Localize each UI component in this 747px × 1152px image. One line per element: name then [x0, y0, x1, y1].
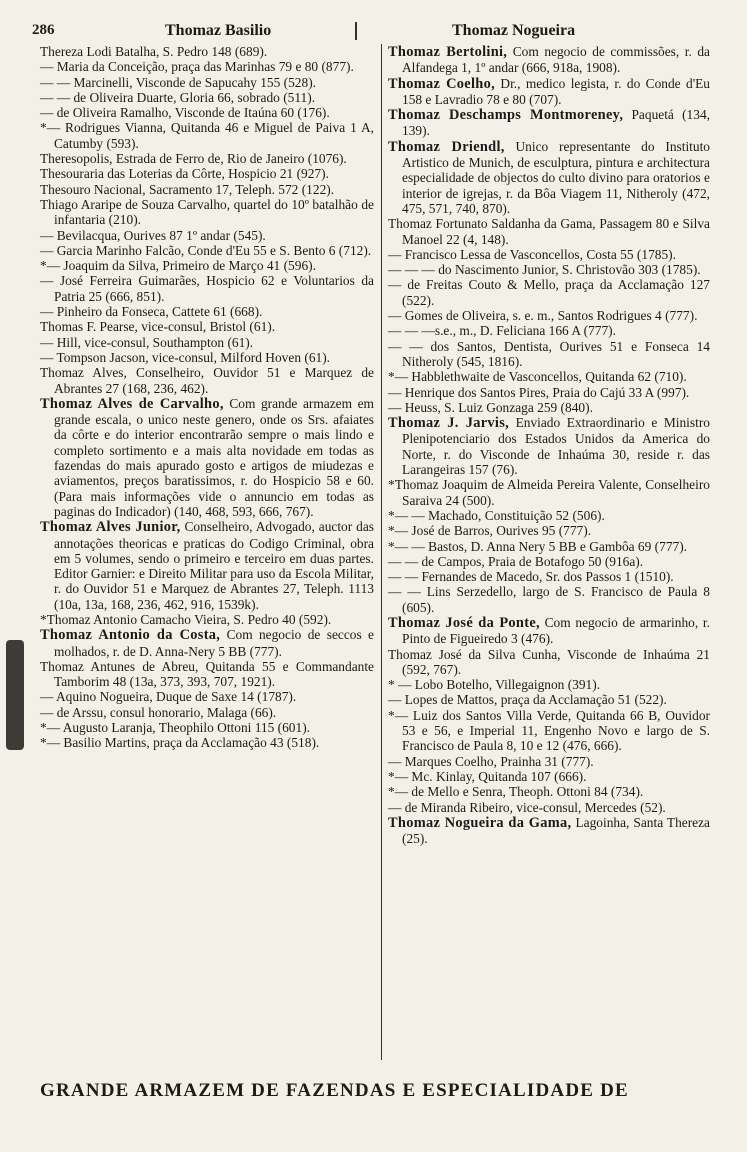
directory-entry — [40, 365, 374, 396]
right-column — [388, 44, 710, 846]
entry-text: — Maria da Conceição, praça das Marinhas 79 e 80 (877). — [40, 59, 354, 75]
entry-text: — Bevilacqua, Ourives 87 1º andar (545). — [40, 227, 266, 243]
page-number: 286 — [32, 22, 55, 38]
entry-text: — Hill, vice-consul, Southampton (61). — [40, 334, 254, 350]
entry-name: Thomaz Coelho, — [388, 75, 495, 92]
directory-entry — [40, 335, 374, 350]
entry-name: Thomaz Driendl, — [388, 138, 505, 155]
entry-text: Paquetá (134, 139). — [402, 107, 710, 139]
directory-entry — [40, 166, 374, 181]
directory-entry — [40, 735, 374, 750]
directory-entry — [388, 76, 710, 108]
entry-text: — — de Oliveira Duarte, Gloria 66, sobrado (511). — [40, 89, 316, 105]
directory-entry — [388, 477, 710, 508]
directory-entry — [40, 627, 374, 659]
directory-entry — [388, 323, 710, 338]
directory-entry — [40, 59, 374, 74]
entry-text: — — de Campos, Praia de Botafogo 50 (916a). — [388, 553, 644, 569]
entry-text: *Thomaz Antonio Camacho Vieira, S. Pedro 40 (592). — [40, 611, 332, 627]
entry-text: *Thomaz Joaquim de Almeida Pereira Valente, Conselheiro Saraiva 24 (500). — [388, 477, 710, 508]
entry-name: Thomaz Antonio da Costa, — [40, 627, 221, 644]
entry-text: Thiago Araripe de Souza Carvalho, quartel do 10º batalhão de infantaria (210). — [40, 196, 374, 228]
entry-text: Conselheiro, Advogado, auctor das annotações theoricas e praticas do Codigo Criminal, obra em 5 volumes, sendo o primeiro e terceiro em duas partes. Editor Garnier: e Direito Militar para uso da Escola Militar, r. do Ouvidor 51 e Marquez de Abrantes 27, Teleph. 1113 (10a, 13a, 168, 236, 462, 916, 1539k). — [54, 519, 374, 612]
directory-entry — [40, 659, 374, 690]
entry-text: *— — Bastos, D. Anna Nery 5 BB e Gambôa 69 (777). — [388, 538, 688, 554]
entry-text: Theresopolis, Estrada de Ferro de, Rio de Janeiro (1076). — [40, 151, 347, 167]
entry-text: *— Joaquim da Silva, Primeiro de Março 41 (596). — [40, 258, 316, 274]
page-edge-stain — [6, 640, 24, 750]
entry-text: Thesouraria das Loterias da Côrte, Hospicio 21 (927). — [40, 166, 329, 182]
directory-entry — [388, 508, 710, 523]
entry-text: — de Miranda Ribeiro, vice-consul, Mercedes (52). — [388, 799, 666, 815]
entry-text: — Heuss, S. Luiz Gonzaga 259 (840). — [388, 399, 593, 415]
entry-text: *— Mc. Kinlay, Quitanda 107 (666). — [388, 768, 587, 784]
directory-entry — [388, 708, 710, 754]
directory-entry — [388, 262, 710, 277]
directory-entry — [388, 369, 710, 384]
directory-entry — [40, 105, 374, 120]
entry-text: Thomaz José da Silva Cunha, Visconde de Inhaúma 21 (592, 767). — [388, 646, 710, 677]
directory-entry — [388, 677, 710, 692]
directory-entry — [40, 243, 374, 258]
entry-text: Com grande armazem em grande escala, o unico neste genero, onde os Srs. afaiates da côrte e do interior encontrarão sempre o mais lindo e completo sortimento e a mais alta novidade em todas as fazendas do mais apurado gosto e artigos de miudezas e aviamentos, preços baratissimos, r. do Hospicio 58 e 60. (Para mais informações vide o annuncio em todas as paginas do Indicador) (140, 468, 593, 666, 767). — [54, 395, 374, 519]
directory-entry — [40, 228, 374, 243]
entry-text: — — Fernandes de Macedo, Sr. dos Passos 1 (1510). — [388, 569, 674, 585]
entry-text: — Lopes de Mattos, praça da Acclamação 51 (522). — [388, 692, 667, 708]
directory-entry — [40, 705, 374, 720]
column-divider — [381, 44, 382, 1060]
directory-entry — [388, 216, 710, 247]
directory-entry — [40, 319, 374, 334]
entry-text: *— de Mello e Senra, Theoph. Ottoni 84 (734). — [388, 784, 644, 800]
directory-entry — [40, 258, 374, 273]
directory-entry — [388, 400, 710, 415]
entry-text: — Gomes de Oliveira, s. e. m., Santos Rodrigues 4 (777). — [388, 308, 698, 324]
directory-entry — [388, 247, 710, 262]
entry-name: Thomaz Alves de Carvalho, — [40, 395, 224, 412]
directory-entry — [388, 277, 710, 308]
entry-text: — Henrique dos Santos Pires, Praia do Cajú 33 A (997). — [388, 384, 690, 400]
entry-text: Thesouro Nacional, Sacramento 17, Teleph. 572 (122). — [40, 181, 335, 197]
directory-entry — [388, 385, 710, 400]
entry-text: Thomaz Antunes de Abreu, Quitanda 55 e Commandante Tamborim 48 (13a, 373, 393, 707, 1921). — [40, 658, 374, 690]
entry-text: — de Arssu, consul honorario, Malaga (66). — [40, 704, 277, 720]
entry-text: — — —s.e., m., D. Feliciana 166 A (777). — [388, 323, 616, 339]
entry-text: *— Augusto Laranja, Theophilo Ottoni 115 (601). — [40, 720, 311, 736]
entry-text: — — Marcinelli, Visconde de Sapucahy 155 (528). — [40, 74, 316, 90]
running-head-right: Thomaz Nogueira — [452, 22, 576, 39]
advertisement-banner: GRANDE ARMAZEM DE FAZENDAS E ESPECIALIDADE DE — [40, 1080, 629, 1101]
directory-entry — [40, 273, 374, 304]
directory-entry — [388, 415, 710, 477]
directory-entry — [40, 120, 374, 151]
directory-entry — [40, 44, 374, 59]
entry-text: — Tompson Jacson, vice-consul, Milford Hoven (61). — [40, 349, 331, 365]
entry-name: Thomaz Bertolini, — [388, 44, 508, 60]
entry-text: — — — do Nascimento Junior, S. Christovão 303 (1785). — [388, 262, 701, 278]
entry-text: Lagoinha, Santa Thereza (25). — [402, 814, 711, 847]
entry-text: — José Ferreira Guimarães, Hospicio 62 e Voluntarios da Patria 25 (666, 851). — [40, 273, 374, 304]
left-column — [40, 44, 374, 751]
entry-text: *— Rodrigues Vianna, Quitanda 46 e Miguel de Paiva 1 A, Catumby (593). — [40, 120, 374, 151]
directory-entry — [40, 90, 374, 105]
directory-entry — [388, 815, 710, 847]
directory-entry — [388, 139, 710, 216]
directory-entry — [388, 692, 710, 707]
header-divider-mark — [355, 22, 357, 40]
page-header — [0, 22, 747, 44]
entry-text: — de Oliveira Ramalho, Visconde de Itaúna 60 (176). — [40, 105, 330, 121]
entry-name: Thomaz José da Ponte, — [388, 614, 540, 631]
entry-text: Dr., medico legista, r. do Conde d'Eu 158 e Lavradio 78 e 80 (707). — [402, 75, 710, 107]
directory-entry — [40, 689, 374, 704]
entry-text: *— José de Barros, Ourives 95 (777). — [388, 523, 592, 539]
entry-text: Enviado Extraordinario e Ministro Plenipotenciario dos Estados Unidos da America do Norte, r. do Visconde de Inhaúma 30, reside r. das Larangeiras 157 (76). — [402, 415, 710, 478]
entry-name: Thomaz Nogueira da Gama, — [388, 814, 572, 831]
directory-entry — [388, 647, 710, 678]
directory-entry — [388, 784, 710, 799]
directory-entry — [388, 107, 710, 139]
directory-entry — [388, 584, 710, 615]
entry-text: Thereza Lodi Batalha, S. Pedro 148 (689). — [40, 44, 268, 59]
entry-text: — Aquino Nogueira, Duque de Saxe 14 (1787). — [40, 689, 297, 705]
entry-name: Thomaz Deschamps Montmoreney, — [388, 107, 624, 124]
entry-name: Thomaz Alves Junior, — [40, 519, 181, 536]
directory-entry — [388, 615, 710, 647]
entry-text: Thomaz Fortunato Saldanha da Gama, Passagem 80 e Silva Manoel 22 (4, 148). — [388, 216, 710, 247]
directory-entry — [388, 754, 710, 769]
entry-text: *— — Machado, Constituição 52 (506). — [388, 507, 605, 523]
directory-entry — [388, 523, 710, 538]
directory-entry — [388, 44, 710, 76]
entry-text: — Marques Coelho, Prainha 31 (777). — [388, 753, 594, 769]
directory-entry — [40, 182, 374, 197]
directory-entry — [40, 396, 374, 519]
entry-text: * — Lobo Botelho, Villegaignon (391). — [388, 677, 601, 693]
directory-entry — [40, 519, 374, 612]
entry-text: *— Basilio Martins, praça da Acclamação 43 (518). — [40, 735, 320, 751]
directory-entry — [40, 612, 374, 627]
directory-entry — [40, 75, 374, 90]
directory-entry — [388, 339, 710, 370]
directory-entry — [40, 197, 374, 228]
entry-text: Com negocio de commissões, r. da Alfandega 1, 1º andar (666, 918a, 1908). — [402, 44, 710, 76]
directory-entry — [388, 554, 710, 569]
entry-text: — Pinheiro da Fonseca, Cattete 61 (668). — [40, 304, 263, 320]
directory-entry — [40, 720, 374, 735]
entry-text: — Francisco Lessa de Vasconcellos, Costa 55 (1785). — [388, 246, 676, 262]
entry-text: *— Luiz dos Santos Villa Verde, Quitanda 66 B, Ouvidor 53 e 56, e Imperial 11, Engenho Novo e largo de S. Francisco de Paula 8, 10 e 12 (476, 666). — [388, 707, 710, 754]
directory-entry — [388, 569, 710, 584]
entry-text: Thomaz Alves, Conselheiro, Ouvidor 51 e Marquez de Abrantes 27 (168, 236, 462). — [40, 365, 374, 396]
entry-text: Com negocio de seccos e molhados, r. de D. Anna-Nery 5 BB (777). — [54, 627, 374, 659]
entry-text: — — dos Santos, Dentista, Ourives 51 e Fonseca 14 Nitheroly (545, 1816). — [388, 338, 710, 369]
entry-text: Thomas F. Pearse, vice-consul, Bristol (61). — [40, 319, 276, 335]
directory-entry — [40, 151, 374, 166]
entry-text: — de Freitas Couto & Mello, praça da Acclamação 127 (522). — [388, 277, 710, 308]
running-head-left: Thomaz Basilio — [165, 22, 272, 39]
entry-text: — — Lins Serzedello, largo de S. Francisco de Paula 8 (605). — [388, 584, 710, 615]
directory-entry — [388, 800, 710, 815]
entry-text: Unico representante do Instituto Artistico de Munich, de esculptura, pintura e architectura especialidade de objectos do culto divino para oratorios e interior de igrejas, r. da Bôa Viagem 11, Nitheroly (472, 475, 571, 740, 870). — [402, 138, 710, 216]
directory-entry — [388, 539, 710, 554]
directory-entry — [40, 350, 374, 365]
directory-entry — [40, 304, 374, 319]
entry-text: — Garcia Marinho Falcão, Conde d'Eu 55 e S. Bento 6 (712). — [40, 242, 372, 258]
directory-entry — [388, 308, 710, 323]
entry-name: Thomaz J. Jarvis, — [388, 415, 510, 432]
entry-text: Com negocio de armarinho, r. Pinto de Figueiredo 3 (476). — [402, 614, 710, 647]
directory-entry — [388, 769, 710, 784]
entry-text: *— Habblethwaite de Vasconcellos, Quitanda 62 (710). — [388, 369, 687, 385]
